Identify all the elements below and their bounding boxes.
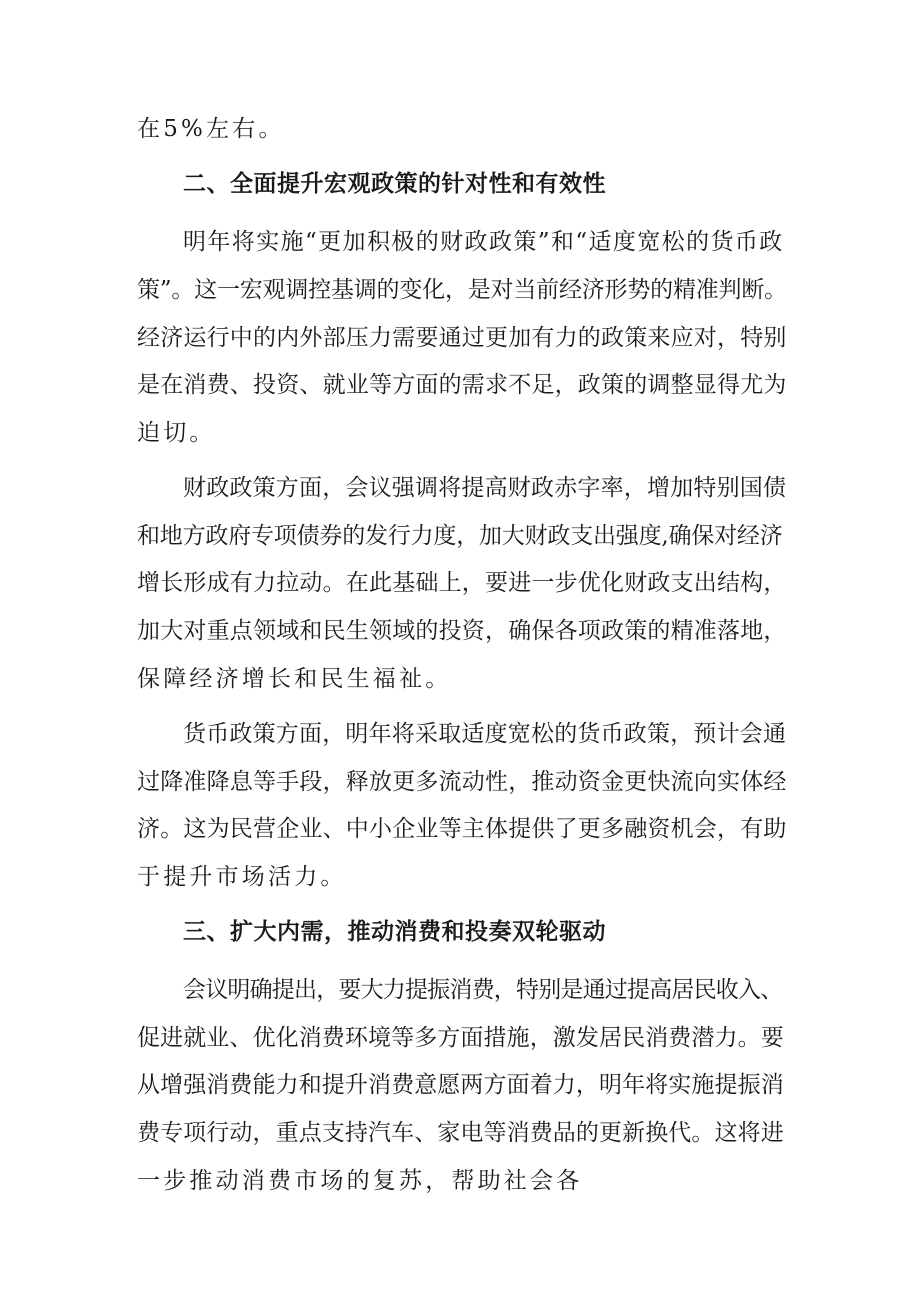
paragraph-line: 财政政策方面，会议强调将提高财政赤字率，增加特别国债 xyxy=(183,475,787,501)
paragraph-line: 费专项行动，重点支持汽车、家电等消费品的更新换代。这将进 xyxy=(137,1120,784,1146)
paragraph-line: 于提升市场活力。 xyxy=(137,864,347,890)
paragraph-line: 策”。这一宏观调控基调的变化，是对当前经济形势的精准判断。 xyxy=(137,277,787,303)
paragraph-line: 货币政策方面，明年将采取适度宽松的货币政策，预计会通 xyxy=(183,721,787,747)
paragraph-line: 过降准降息等手段，释放更多流动性，推动资金更快流向实体经 xyxy=(137,769,787,795)
paragraph-line: 迫切。 xyxy=(137,420,216,446)
section-heading-2: 二、全面提升宏观政策的针对性和有效性 xyxy=(183,171,606,197)
paragraph-line: 促进就业、优化消费环境等多方面措施，激发居民消费潜力。要 xyxy=(137,1025,784,1051)
paragraph-line: 一步推动消费市场的复苏，帮助社会各 xyxy=(137,1168,583,1194)
paragraph-line: 经济运行中的内外部压力需要通过更加有力的政策来应对，特别 xyxy=(137,325,787,351)
paragraph-line: 和地方政府专项债券的发行力度，加大财政支出强度,确保对经济 xyxy=(137,523,783,549)
section-heading-3: 三、扩大内需，推动消费和投奏双轮驱动 xyxy=(183,919,606,945)
paragraph-line: 是在消费、投资、就业等方面的需求不足，政策的调整显得尤为 xyxy=(137,372,787,398)
paragraph-line: 加大对重点领域和民生领域的投资，确保各项政策的精准落地， xyxy=(137,618,787,644)
paragraph-line: 在5%左右。 xyxy=(137,116,285,142)
paragraph-line: 增长形成有力拉动。在此基础上，要进一步优化财政支出结构， xyxy=(137,570,787,596)
paragraph-line: 明年将实施“更加积极的财政政策”和“适度宽松的货币政 xyxy=(183,229,784,255)
paragraph-line: 从增强消费能力和提升消费意愿两方面着力，明年将实施提振消 xyxy=(137,1072,784,1098)
paragraph-line: 会议明确提出，要大力提振消费，特别是通过提高居民收入、 xyxy=(183,977,783,1003)
paragraph-line: 保障经济增长和民生福祉。 xyxy=(137,666,452,692)
paragraph-line: 济。这为民营企业、中小企业等主体提供了更多融资机会，有助 xyxy=(137,816,787,842)
